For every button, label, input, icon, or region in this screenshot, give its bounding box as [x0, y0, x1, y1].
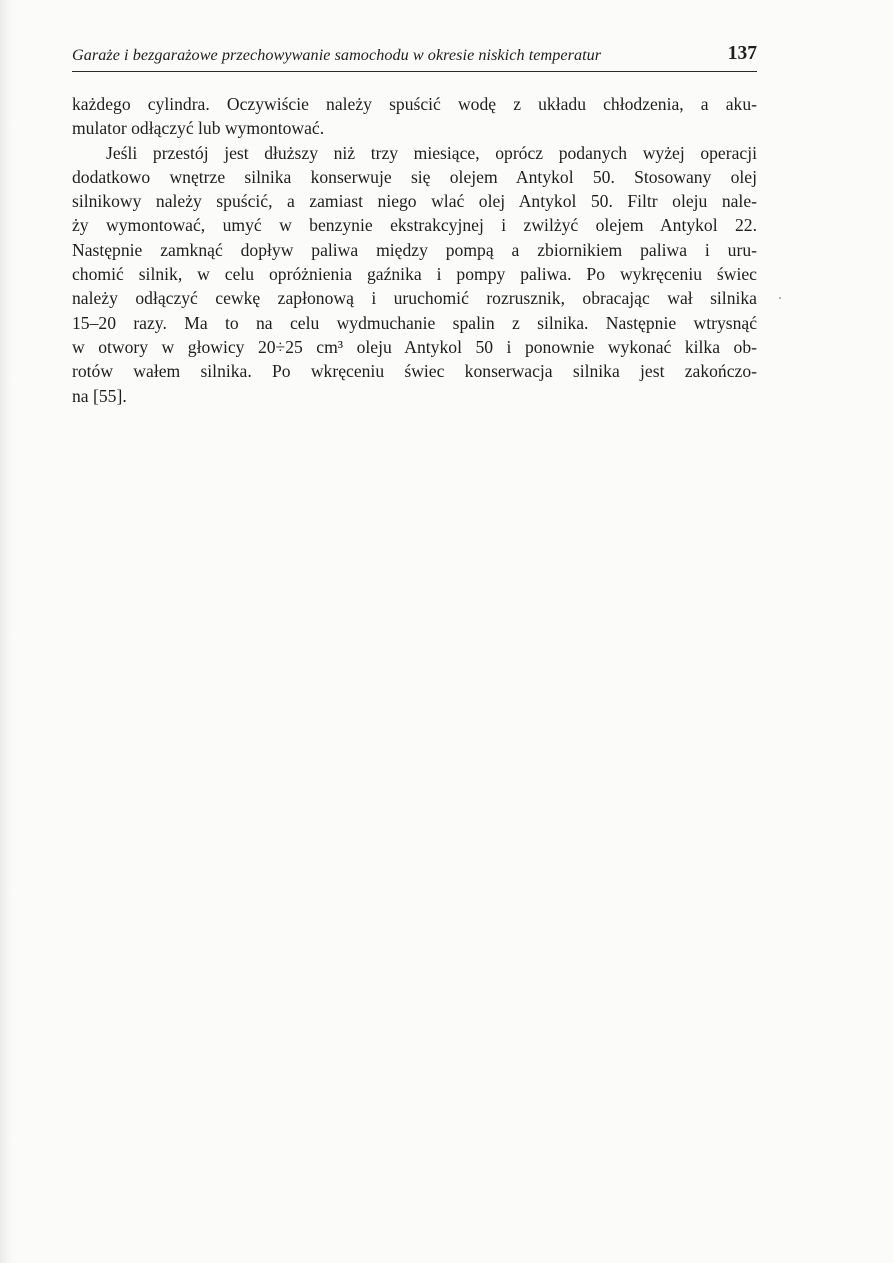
text-line: należy odłączyć cewkę zapłonową i uruchomić rozrusznik, obracając wał silnika	[72, 288, 757, 309]
text-line: każdego cylindra. Oczywiście należy spuścić wodę z układu chłodzenia, a aku-	[72, 94, 757, 114]
text-line: silnikowy należy spuścić, a zamiast niego wlać olej Antykol 50. Filtr oleju nale-	[72, 191, 757, 212]
running-head	[72, 42, 757, 68]
scan-speck	[779, 297, 781, 299]
text-line: 15–20 razy. Ma to na celu wydmuchanie spalin z silnika. Następnie wtrysnąć	[72, 312, 757, 333]
paragraph-1	[72, 92, 757, 141]
body-text	[72, 92, 757, 408]
text-line: chomić silnik, w celu opróżnienia gaźnika i pompy paliwa. Po wykręceniu świec	[72, 264, 757, 285]
header-rule	[72, 71, 757, 72]
text-line: ży wymontować, umyć w benzynie ekstrakcyjnej i zwilżyć olejem Antykol 22.	[72, 215, 757, 236]
text-line: mulator odłączyć lub wymontować.	[72, 118, 325, 139]
page-number: 137	[727, 43, 757, 64]
page-gutter-shadow	[0, 0, 14, 1263]
text-line: dodatkowo wnętrze silnika konserwuje się olejem Antykol 50. Stosowany olej	[72, 166, 757, 187]
text-line: Jeśli przestój jest dłuższy niż trzy miesiące, oprócz podanych wyżej operacji	[106, 142, 757, 163]
text-line: Następnie zamknąć dopływ paliwa między pompą a zbiornikiem paliwa i uru-	[72, 239, 757, 260]
paragraph-2	[72, 141, 757, 408]
running-title: Garaże i bezgarażowe przechowywanie samochodu w okresie niskich temperatur	[72, 46, 602, 64]
text-line: na [55].	[72, 385, 127, 406]
text-line: rotów wałem silnika. Po wkręceniu świec konserwacja silnika jest zakończo-	[72, 361, 757, 382]
text-line: w otwory w głowicy 20÷25 cm³ oleju Antykol 50 i ponownie wykonać kilka ob-	[72, 336, 757, 357]
